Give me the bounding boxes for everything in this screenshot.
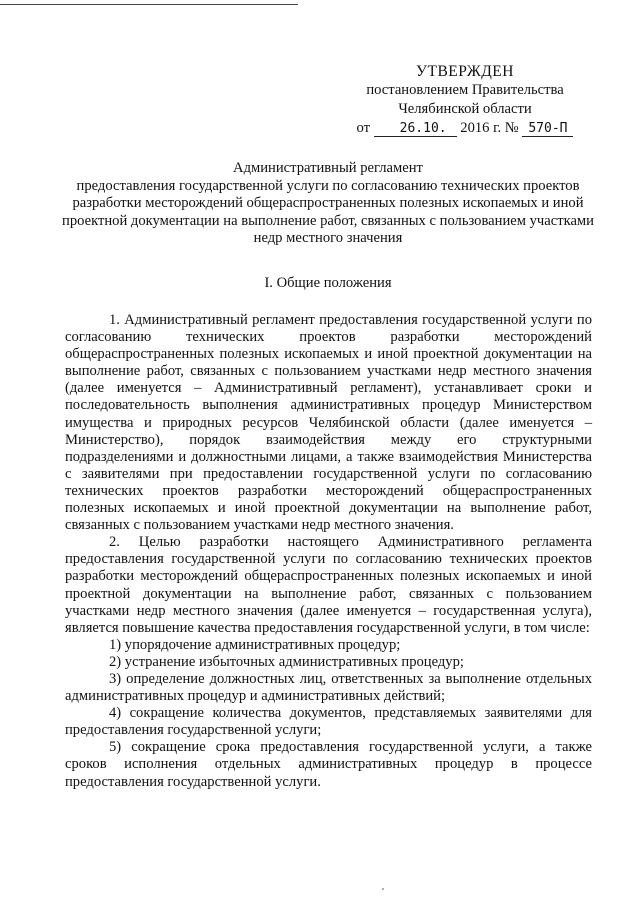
paragraph-1: 1. Административный регламент предоставления государственной услуги по согласованию технических проектов разработки месторождений общераспространенных полезных ископаемых и иной проектной документации на выполнение работ, связанных с пользованием участками недр местного значения (далее именуется – Административный регламент), устанавливает сроки и последовательность выполнения административных процедур Министерством имущества и природных ресурсов Челябинской области (далее именуется – Министерство), порядок взаимодействия между его структурными подразделениями и должностными лицами, а также взаимодействия Министерства с заявителями при предоставлении государственной услуги по согласованию технических проектов разработки месторождений общераспространенных полезных ископаемых и иной проектной документации на выполнение работ, связанных с пользованием участками недр местного значения. xyxy=(65,312,592,534)
approval-title: УТВЕРЖДЕН xyxy=(416,63,514,80)
scan-speck xyxy=(382,888,384,890)
list-item: 2) устранение избыточных административных процедур; xyxy=(109,653,464,670)
document-title xyxy=(58,160,598,248)
list-item: 3) определение должностных лиц, ответственных за выполнение отдельных административных процедур и административных действий; xyxy=(65,670,592,705)
document-body xyxy=(65,312,592,791)
approval-line-1: постановлением Правительства xyxy=(366,82,564,98)
approval-line-2: Челябинской области xyxy=(398,101,532,117)
approval-number: 570-П xyxy=(522,121,573,137)
approval-stamp xyxy=(340,62,590,138)
number-label: № xyxy=(504,120,519,136)
from-label: от xyxy=(356,120,370,136)
list-item: 1) упорядочение административных процедур; xyxy=(109,636,401,653)
scan-edge-line xyxy=(0,4,298,5)
approval-date: 26.10. xyxy=(374,121,457,137)
list-item: 5) сокращение срока предоставления государственной услуги, а также сроков исполнения отдельных административных процедур в процессе предоставления государственной услуги. xyxy=(65,739,592,790)
list-item: 4) сокращение количества документов, представляемых заявителями для предоставления государственной услуги; xyxy=(65,705,592,739)
approval-date-row xyxy=(340,119,590,138)
document-title-text: Административный регламент предоставления государственной услуги по согласованию технических проектов разработки месторождений общераспространенных полезных ископаемых и иной проектной документации на выполнение работ, связанных с пользованием участками недр местного значения xyxy=(62,160,594,246)
section-heading: I. Общие положения xyxy=(264,275,392,291)
paragraph-2: 2. Целью разработки настоящего Административного регламента предоставления государственной услуги по согласованию технических проектов разработки месторождений общераспространенных полезных ископаемых и иной проектной документации на выполнение работ, связанных с пользованием участками недр местного значения (далее именуется – государственная услуга), является повышение качества предоставления государственной услуги, в том числе: xyxy=(65,534,592,636)
approval-year: 2016 г. xyxy=(460,120,502,136)
